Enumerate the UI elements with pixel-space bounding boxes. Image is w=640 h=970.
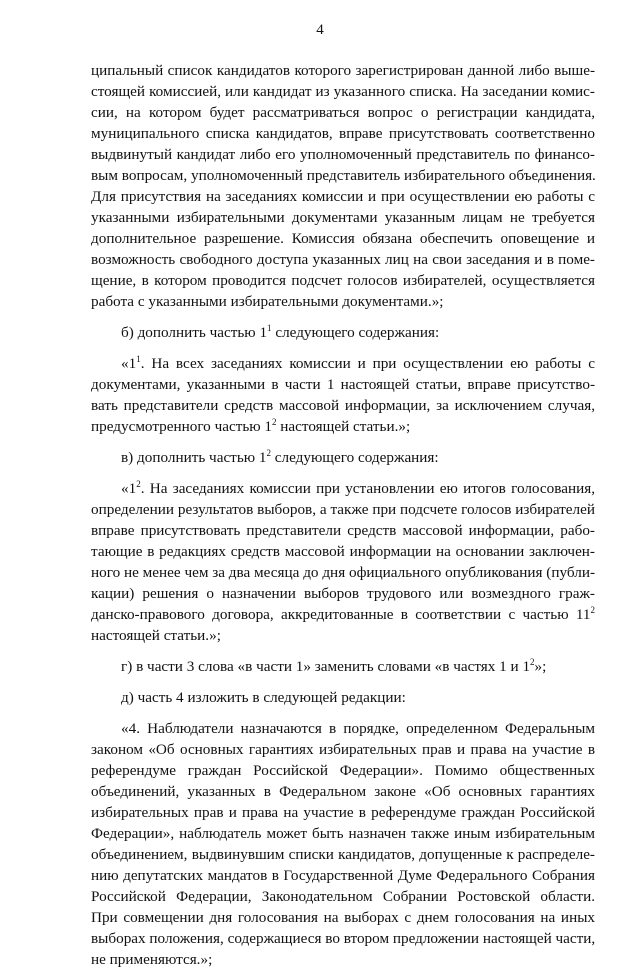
line-text: дополнительное разрешение. Комиссия обязана обеспечить оповещение и bbox=[91, 230, 595, 247]
text-line bbox=[91, 562, 595, 583]
line-text: Российской Федерации, Законодательном Собрании Ростовской области. bbox=[91, 888, 595, 905]
text-line bbox=[91, 656, 595, 677]
line-text: тающие в редакциях средств массовой информации на основании заключен- bbox=[91, 543, 595, 560]
line-text: объединений, указанных в Федеральном законе «Об основных гарантиях bbox=[91, 783, 595, 800]
superscript: 2 bbox=[530, 657, 535, 667]
superscript: 2 bbox=[136, 479, 141, 489]
page-number: 4 bbox=[316, 22, 324, 38]
line-text: документами, указанными в части 1 настоящей статьи, вправе присутство- bbox=[91, 376, 595, 393]
line-text: вым вопросам, уполномоченный представитель избирательного объединения. bbox=[91, 167, 596, 184]
line-text-after: следующего содержания: bbox=[271, 324, 440, 341]
line-text: г) в части 3 слова «в части 1» заменить словами «в частях 1 и 1 bbox=[121, 658, 531, 675]
text-line bbox=[91, 739, 595, 760]
paragraph-gap bbox=[91, 677, 595, 687]
paragraph bbox=[91, 322, 595, 343]
text-line bbox=[91, 718, 595, 739]
line-text: в) дополнить частью 1 bbox=[121, 449, 267, 466]
text-line bbox=[91, 353, 595, 374]
line-text: сии, на котором будет рассматриваться вопрос о регистрации кандидата, bbox=[91, 104, 595, 121]
line-text: «1 bbox=[121, 355, 137, 372]
paragraph-gap bbox=[91, 646, 595, 656]
line-text: б) дополнить частью 1 bbox=[121, 324, 268, 341]
text-line bbox=[91, 928, 595, 949]
superscript: 2 bbox=[590, 605, 595, 615]
line-text: кации) решения о назначении выборов трудового или возмездного граж- bbox=[91, 585, 595, 602]
text-line bbox=[91, 781, 595, 802]
text-line bbox=[91, 844, 595, 865]
line-text: «4. Наблюдатели назначаются в порядке, определенном Федеральным bbox=[121, 720, 595, 737]
text-line bbox=[91, 625, 595, 646]
line-text: указанными избирательными документами указанным лицам не требуется bbox=[91, 209, 595, 226]
line-text: избирательных прав и права на участие в референдуме граждан Российской bbox=[91, 804, 595, 821]
text-line bbox=[91, 604, 595, 625]
line-text: законом «Об основных гарантиях избирательных прав и права на участие в bbox=[91, 741, 595, 758]
text-line bbox=[91, 886, 595, 907]
line-text: ного не менее чем за два месяца до дня официального опубликования (публи- bbox=[91, 564, 595, 581]
paragraph-gap bbox=[91, 437, 595, 447]
text-line bbox=[91, 228, 595, 249]
line-text: вать представители средств массовой информации, за исключением случая, bbox=[91, 397, 595, 414]
line-text: Для присутствия на заседаниях комиссии и при осуществлении ею работы с bbox=[91, 188, 595, 205]
paragraph bbox=[91, 60, 595, 312]
paragraph-gap bbox=[91, 343, 595, 353]
text-line bbox=[91, 322, 595, 343]
text-line bbox=[91, 478, 595, 499]
text-line bbox=[91, 395, 595, 416]
line-text: не применяются.»; bbox=[91, 951, 213, 968]
line-text-after: »; bbox=[534, 658, 547, 675]
line-text: д) часть 4 изложить в следующей редакции: bbox=[121, 689, 406, 706]
line-text: «1 bbox=[121, 480, 137, 497]
text-line bbox=[91, 165, 595, 186]
line-text: муниципального списка кандидатов, вправе присутствовать соответственно bbox=[91, 125, 595, 142]
text-line bbox=[91, 823, 595, 844]
text-line bbox=[91, 81, 595, 102]
paragraph bbox=[91, 478, 595, 646]
text-line bbox=[91, 802, 595, 823]
text-line bbox=[91, 760, 595, 781]
text-line bbox=[91, 270, 595, 291]
paragraph bbox=[91, 656, 595, 677]
text-line bbox=[91, 416, 595, 437]
paragraph-gap bbox=[91, 708, 595, 718]
text-line bbox=[91, 949, 595, 970]
line-text: нию депутатских мандатов в Государственной Думе Федерального Собрания bbox=[91, 867, 595, 884]
text-line bbox=[91, 865, 595, 886]
line-text: выдвинутый кандидат либо его уполномоченный представитель по финансо- bbox=[91, 146, 595, 163]
line-text: возможность свободного доступа указанных лиц на свои заседания и в поме- bbox=[91, 251, 595, 268]
line-text: Федерации», наблюдатель может быть назначен также иным избирательным bbox=[91, 825, 595, 842]
line-text: щение, в котором проводится подсчет голосов избирателей, осуществляется bbox=[91, 272, 595, 289]
text-line bbox=[91, 520, 595, 541]
line-text: ципальный список кандидатов которого зарегистрирован данной либо выше- bbox=[91, 62, 595, 79]
paragraph-gap bbox=[91, 468, 595, 478]
line-text: референдуме граждан Российской Федерации». Помимо общественных bbox=[91, 762, 595, 779]
text-line bbox=[91, 447, 595, 468]
line-text: настоящей статьи.»; bbox=[91, 627, 221, 644]
text-line bbox=[91, 144, 595, 165]
line-text-after: . На заседаниях комиссии при установлении ею итогов голосования, bbox=[140, 480, 595, 497]
line-text: При совмещении дня голосования на выборах с днем голосования на иных bbox=[91, 909, 595, 926]
paragraph bbox=[91, 353, 595, 437]
superscript: 1 bbox=[267, 323, 272, 333]
text-line bbox=[91, 123, 595, 144]
line-text: определении результатов выборов, а также при подсчете голосов избирателей bbox=[91, 501, 595, 518]
text-line bbox=[91, 374, 595, 395]
text-line bbox=[91, 291, 595, 312]
line-text-after: . На всех заседаниях комиссии и при осуществлении ею работы с bbox=[140, 355, 595, 372]
line-text-after: настоящей статьи.»; bbox=[276, 418, 411, 435]
superscript: 2 bbox=[272, 417, 277, 427]
line-text: предусмотренного частью 1 bbox=[91, 418, 272, 435]
text-line bbox=[91, 541, 595, 562]
line-text: данско-правового договора, аккредитованные в соответствии с частью 11 bbox=[91, 606, 591, 623]
line-text: вправе присутствовать представители средств массовой информации, рабо- bbox=[91, 522, 595, 539]
superscript: 1 bbox=[136, 354, 141, 364]
paragraph-gap bbox=[91, 312, 595, 322]
line-text: выборах положения, содержащиеся во втором предложении настоящей части, bbox=[91, 930, 596, 947]
text-line bbox=[91, 687, 595, 708]
paragraph bbox=[91, 718, 595, 970]
superscript: 2 bbox=[266, 448, 271, 458]
text-line bbox=[91, 499, 595, 520]
paragraph bbox=[91, 687, 595, 708]
text-line bbox=[91, 60, 595, 81]
text-line bbox=[91, 249, 595, 270]
text-line bbox=[91, 907, 595, 928]
paragraph bbox=[91, 447, 595, 468]
text-line bbox=[91, 186, 595, 207]
line-text-after: следующего содержания: bbox=[270, 449, 439, 466]
text-line bbox=[91, 583, 595, 604]
line-text: объединением, выдвинувшим списки кандидатов, допущенные к распределе- bbox=[91, 846, 595, 863]
text-line bbox=[91, 207, 595, 228]
line-text: работа с указанными избирательными документами.»; bbox=[91, 293, 444, 310]
document-body bbox=[91, 60, 595, 970]
text-line bbox=[91, 102, 595, 123]
line-text: стоящей комиссией, или кандидат из указанного списка. На заседании комис- bbox=[91, 83, 595, 100]
